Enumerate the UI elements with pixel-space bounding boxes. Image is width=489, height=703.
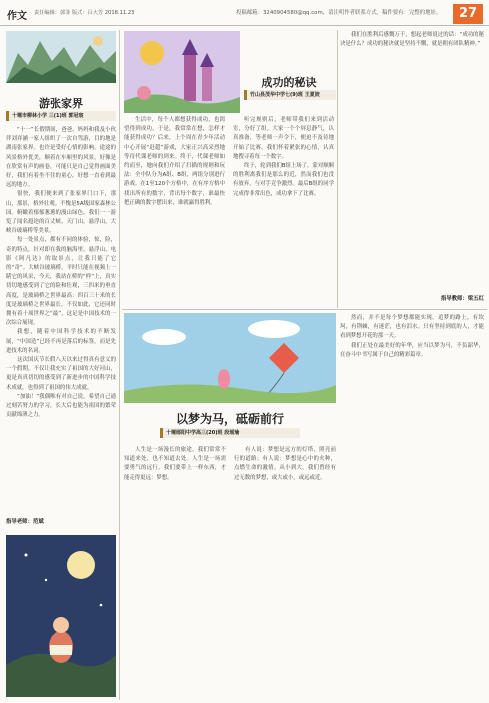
- article-title: 成功的秘诀: [261, 76, 317, 89]
- article-body-continued: [340, 314, 484, 698]
- fantasy-castle-illustration: [124, 31, 240, 113]
- paragraph: 有人说：梦想是远方的灯塔，照亮前行的道路；有人说：梦想是心中的火种，点燃生命的激情。从小到大，我们曾经有过无数的梦想，或大或小，或远或近。: [234, 447, 336, 481]
- paragraph: 这次国庆节长假八天以来过得真有意义的一个假期，不仅让我充实了祖国的大好河山，更是真真切切的感受到了新进步的中国科学技术成就，也得到了祖国的伟大成就。: [6, 357, 116, 391]
- paragraph: 人生是一场漫长的旅途，我们常常不知道来处，也不知道去处。人生是一场需要勇气的远行，我们要带上一样东西，才能走得更远：梦想。: [124, 447, 226, 481]
- teacher-name: 指导教师：梁五红: [440, 296, 484, 302]
- paragraph: “加油！”我偶唯有对自己说，希望自己通过刻苦努力的学习，长大后也能为祖国的繁荣贡献绵薄之力。: [6, 393, 116, 419]
- article-body: [124, 446, 336, 698]
- article-byline: 竹山县茂华中学七(9)班 王夏姣: [244, 90, 336, 100]
- section-name: 作文: [7, 11, 27, 22]
- section-divider: [122, 309, 487, 310]
- article-title: 游张家界: [39, 97, 83, 110]
- article-byline: 十堰市柳林小学 三(1)班 郭冠宸: [6, 111, 116, 121]
- paragraph: 终于，轮到我们B组上场了。蒙对顺顺的胜利离我们是那么的近，然而我们也没有放弃，与对手竞争激烈。最后B组的同学完成得非常出色，成功拿下了比赛。: [233, 163, 334, 197]
- editor-meta: 责任编辑：郭菲 版式：吕大芳 2018.11.23: [34, 10, 135, 16]
- paragraph: 我们正处在最美好的年华，应当以梦为马，不负韶华，在奋斗中书写属于自己的精彩篇章。: [340, 342, 484, 358]
- column-divider: [337, 30, 338, 308]
- article-body: [6, 126, 116, 518]
- article-byline: 十堰郧阳中学高三(20)班 段瑶瑜: [160, 428, 300, 438]
- teacher-credit: [6, 518, 116, 530]
- mountain-illustration: [6, 31, 116, 83]
- column-divider: [119, 30, 120, 700]
- article-body-continued: [340, 31, 484, 297]
- reading-girl-illustration: [6, 535, 116, 697]
- paragraph: 很快，我们便来到了张家界门口下，那山，那景，格外壮观。不愧是5A级国家森林公园。俯瞰着郁郁葱葱的漫山绿色，我们一一游览了闻名遐迩的百丈峡、天门山，悬浮山，大峡谷玻璃桥等美景。: [6, 191, 116, 235]
- kite-sky-illustration: [124, 313, 336, 403]
- article-title: 以梦为马，砥砺前行: [175, 412, 284, 426]
- paragraph: 听完规则后，老师带我们来到活动室，分好了组。大家一个个屏息静气，认真准备，等老师一声令下，便迫不及待地开始了比赛，我们怀着紧张的心情，认真地搜寻着每一个数字。: [233, 117, 334, 160]
- paragraph: “十一”长假期间，爸爸、妈妈和我及小伙伴刘弈涵一家人组织了一次自驾游，目的地是湖南张家界。也许是受好心情的影响，途途的风景格外优美，顺着在车厢里的风景，好像是在欣赏有声的画卷，可能只是自己觉得画面美好，我们有着坐不住的童心，好想一直看到最远的地方。: [6, 127, 116, 189]
- page-header: [0, 0, 489, 26]
- paragraph: 生活中，每个人都想获得成功，也渴望得到成功。于是，我常常在想，怎样才能获得成功？后来，上个周在青少年活动中心开展“赶超”游戏，大家正兴高采烈地等待代课老师的到来。终于，代课老师如约而至，她向我们介绍了扫描的规则和玩法：全中队分为A组、B组，两组分别进行游戏。在1至120个方格中，在有序方格中找出所有的数字，背出每个数字，谁最快把正确的数字摆出来，谁就赢得胜利。: [124, 117, 225, 206]
- page-number: 27: [453, 4, 483, 24]
- paragraph: 我想，随着中国科学技术的不断发展，“中国造”已经不再是落后的标签，而是先进技术的名词。: [6, 329, 116, 354]
- paragraph: 每一处景点，都有不同的体验，惊，险，奇的特点，针对即在我的脑海里，悬浮山、电影《阿凡达》的取景点，让我只能了它的“奇”。大峡谷玻璃桥，平时只能在视频上一睹它的风采，今天，我站在桥的“样”上，真实切切地感受到了它的险和壮观，三四米的垂直高度，是玻璃桥之世界最高：四百三十米的长度是玻璃桥之世界最长。不仅如此，它还同时拥有着十项世界之“最”，这足是中国技术的一次综合展现。: [6, 237, 116, 327]
- submission-contact: 投稿邮箱：3240904580@qq.com，请注明作者联系方式，稿件要有：完整的地址。: [236, 10, 442, 16]
- teacher-name: 指导老师：范斌: [6, 519, 44, 525]
- teacher-credit: [340, 295, 484, 307]
- paragraph: 我们在胜利后感慨万千，想起老师说过的话：“成功的秘诀是什么？成功的秘诀就是坚持不懈，就是拥有团队精神。”: [340, 32, 484, 48]
- paragraph: 然而，并不是每个梦想都能实现。追梦的路上，有坎坷，有荆棘，有迷茫，也有泪水。只有坚持到底的人，才能看到梦想开花的那一天。: [340, 315, 484, 340]
- article-body: [124, 116, 334, 306]
